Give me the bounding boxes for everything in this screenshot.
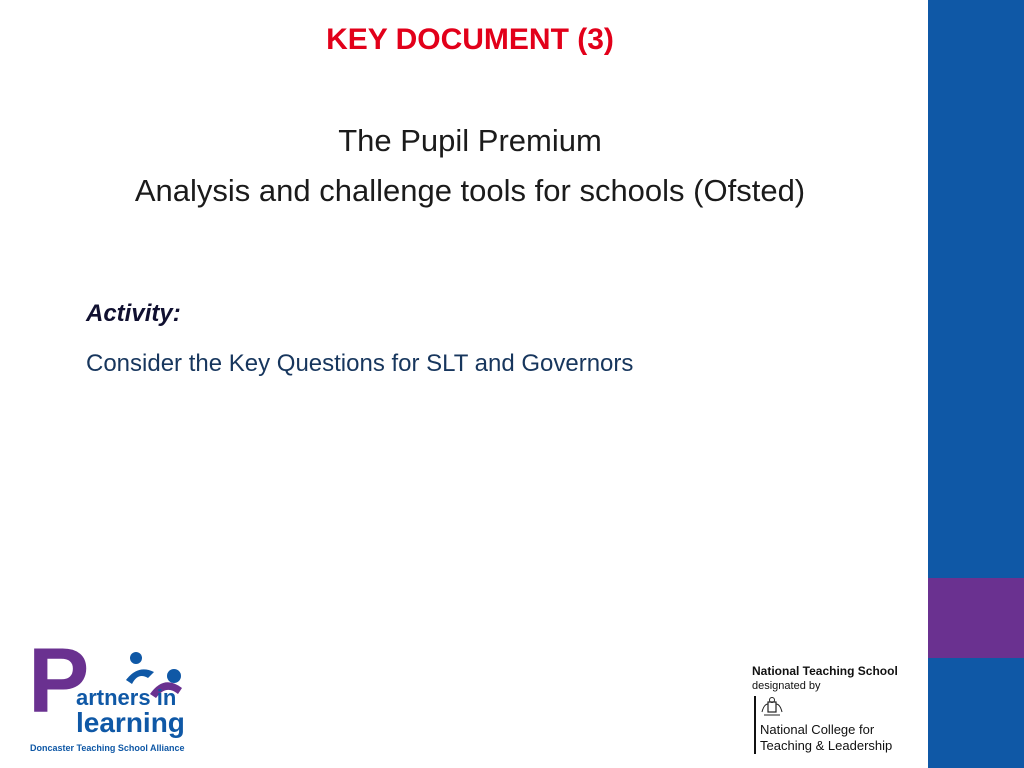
title-line-2: Analysis and challenge tools for schools (Ofsted) [134,173,806,208]
nts-college-line1: National College for [760,722,875,737]
logo-letter-p: P [28,630,90,732]
nts-designated-by: designated by [752,680,821,692]
nts-college-line2: Teaching & Leadership [760,738,893,753]
key-document-heading: KEY DOCUMENT (3) [326,23,614,56]
nts-divider [754,696,756,754]
slide-title [0,116,940,216]
sidebar-blue-bottom [928,658,1024,768]
sidebar-purple-band [928,578,1024,658]
royal-crest-icon [760,696,784,718]
sidebar-blue-top [928,0,1024,578]
logo-word-learning: learning [76,707,185,738]
title-line-1: The Pupil Premium [338,123,602,158]
activity-text: Consider the Key Questions for SLT and Governors [86,350,634,377]
logo-subtitle: Doncaster Teaching School Alliance [30,743,185,753]
logo-word-partners: artners in [76,685,177,710]
partners-in-learning-logo [28,630,198,756]
nts-college-name [760,722,892,754]
nts-title: National Teaching School [752,664,898,678]
national-teaching-school-logo [752,662,922,762]
activity-label: Activity: [86,300,181,327]
